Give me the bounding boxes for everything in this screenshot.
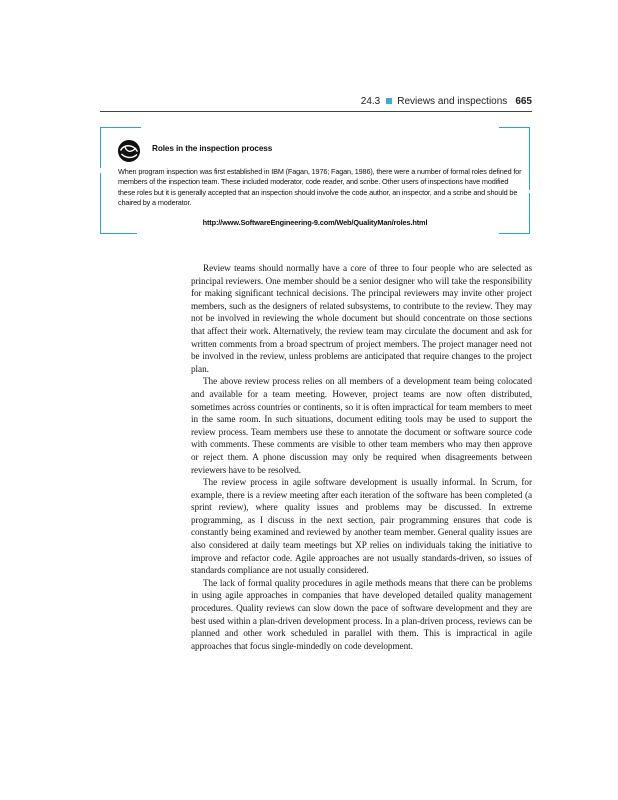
- page-number: 665: [515, 96, 532, 107]
- paragraph: Review teams should normally have a core of three to four people who are selected as principal reviewers. One member should be a senior designer who will take the responsibility for making significant technical decisions. The principal reviewers may invite other project members, such as the designers of related subsystems, to contribute to the review. They may not be involved in reviewing the whole document but should concentrate on those sections that affect their work. Alternatively, the review team may circulate the document and ask for written comments from a broad spectrum of project members. The project manager need not be involved in the review, unless problems are anticipated that require changes to the project plan.: [191, 263, 532, 374]
- sidebar-url-link[interactable]: http://www.SoftwareEngineering-9.com/Web/QualityMan/roles.html: [202, 218, 428, 227]
- sidebar-body: When program inspection was first established in IBM (Fagan, 1976; Fagan, 1986), there were a number of formal roles defined for members of the inspection team. These included moderator, code reader, and scribe. Other users of inspections have modified these roles but it is generally accepted that an inspection should involve the code author, an inspector, and a scribe and should be chaired by a moderator.: [118, 167, 522, 207]
- section-title: Reviews and inspections: [397, 96, 508, 107]
- section-number: 24.3: [360, 96, 381, 107]
- header-bullet-icon: [386, 98, 392, 104]
- paragraph: The above review process relies on all members of a development team being colocated and available for a team meeting. However, project teams are now often distributed, sometimes across countries or continents, so it is often impractical for team members to meet in the same room. In such situations, document editing tools may be used to support the review process. Team members use these to annotate the document or software source code with comments. These comments are visible to other team members who may then approve or reject them. A phone discussion may only be required when disagreements between reviewers have to be resolved.: [191, 376, 532, 475]
- running-header: [361, 96, 532, 107]
- sidebar-title: Roles in the inspection process: [152, 144, 273, 153]
- paragraph: The lack of formal quality procedures in agile methods means that there can be problems in using agile approaches in companies that have developed detailed quality management procedures. Quality reviews can slow down the pace of software development and they are best used within a plan-driven development process. In a plan-driven process, reviews can be planned and other work scheduled in parallel with them. This is impractical in agile approaches that focus single-mindedly on code development.: [191, 577, 532, 651]
- web-globe-icon: [116, 138, 142, 164]
- main-body-text: [191, 262, 532, 652]
- header-rule: [100, 111, 532, 112]
- paragraph: The review process in agile software development is usually informal. In Scrum, for example, there is a review meeting after each iteration of the software has been completed (a sprint review), where quality issues and problems may be discussed. In extreme programming, as I discuss in the next section, pair programming ensures that code is constantly being examined and reviewed by another team member. General quality issues are also considered at daily team meetings but XP relies on individuals taking the initiative to improve and refactor code. Agile approaches are not usually standards-driven, so issues of standards compliance are not usually considered.: [191, 477, 532, 576]
- sidebar-box: [100, 127, 530, 234]
